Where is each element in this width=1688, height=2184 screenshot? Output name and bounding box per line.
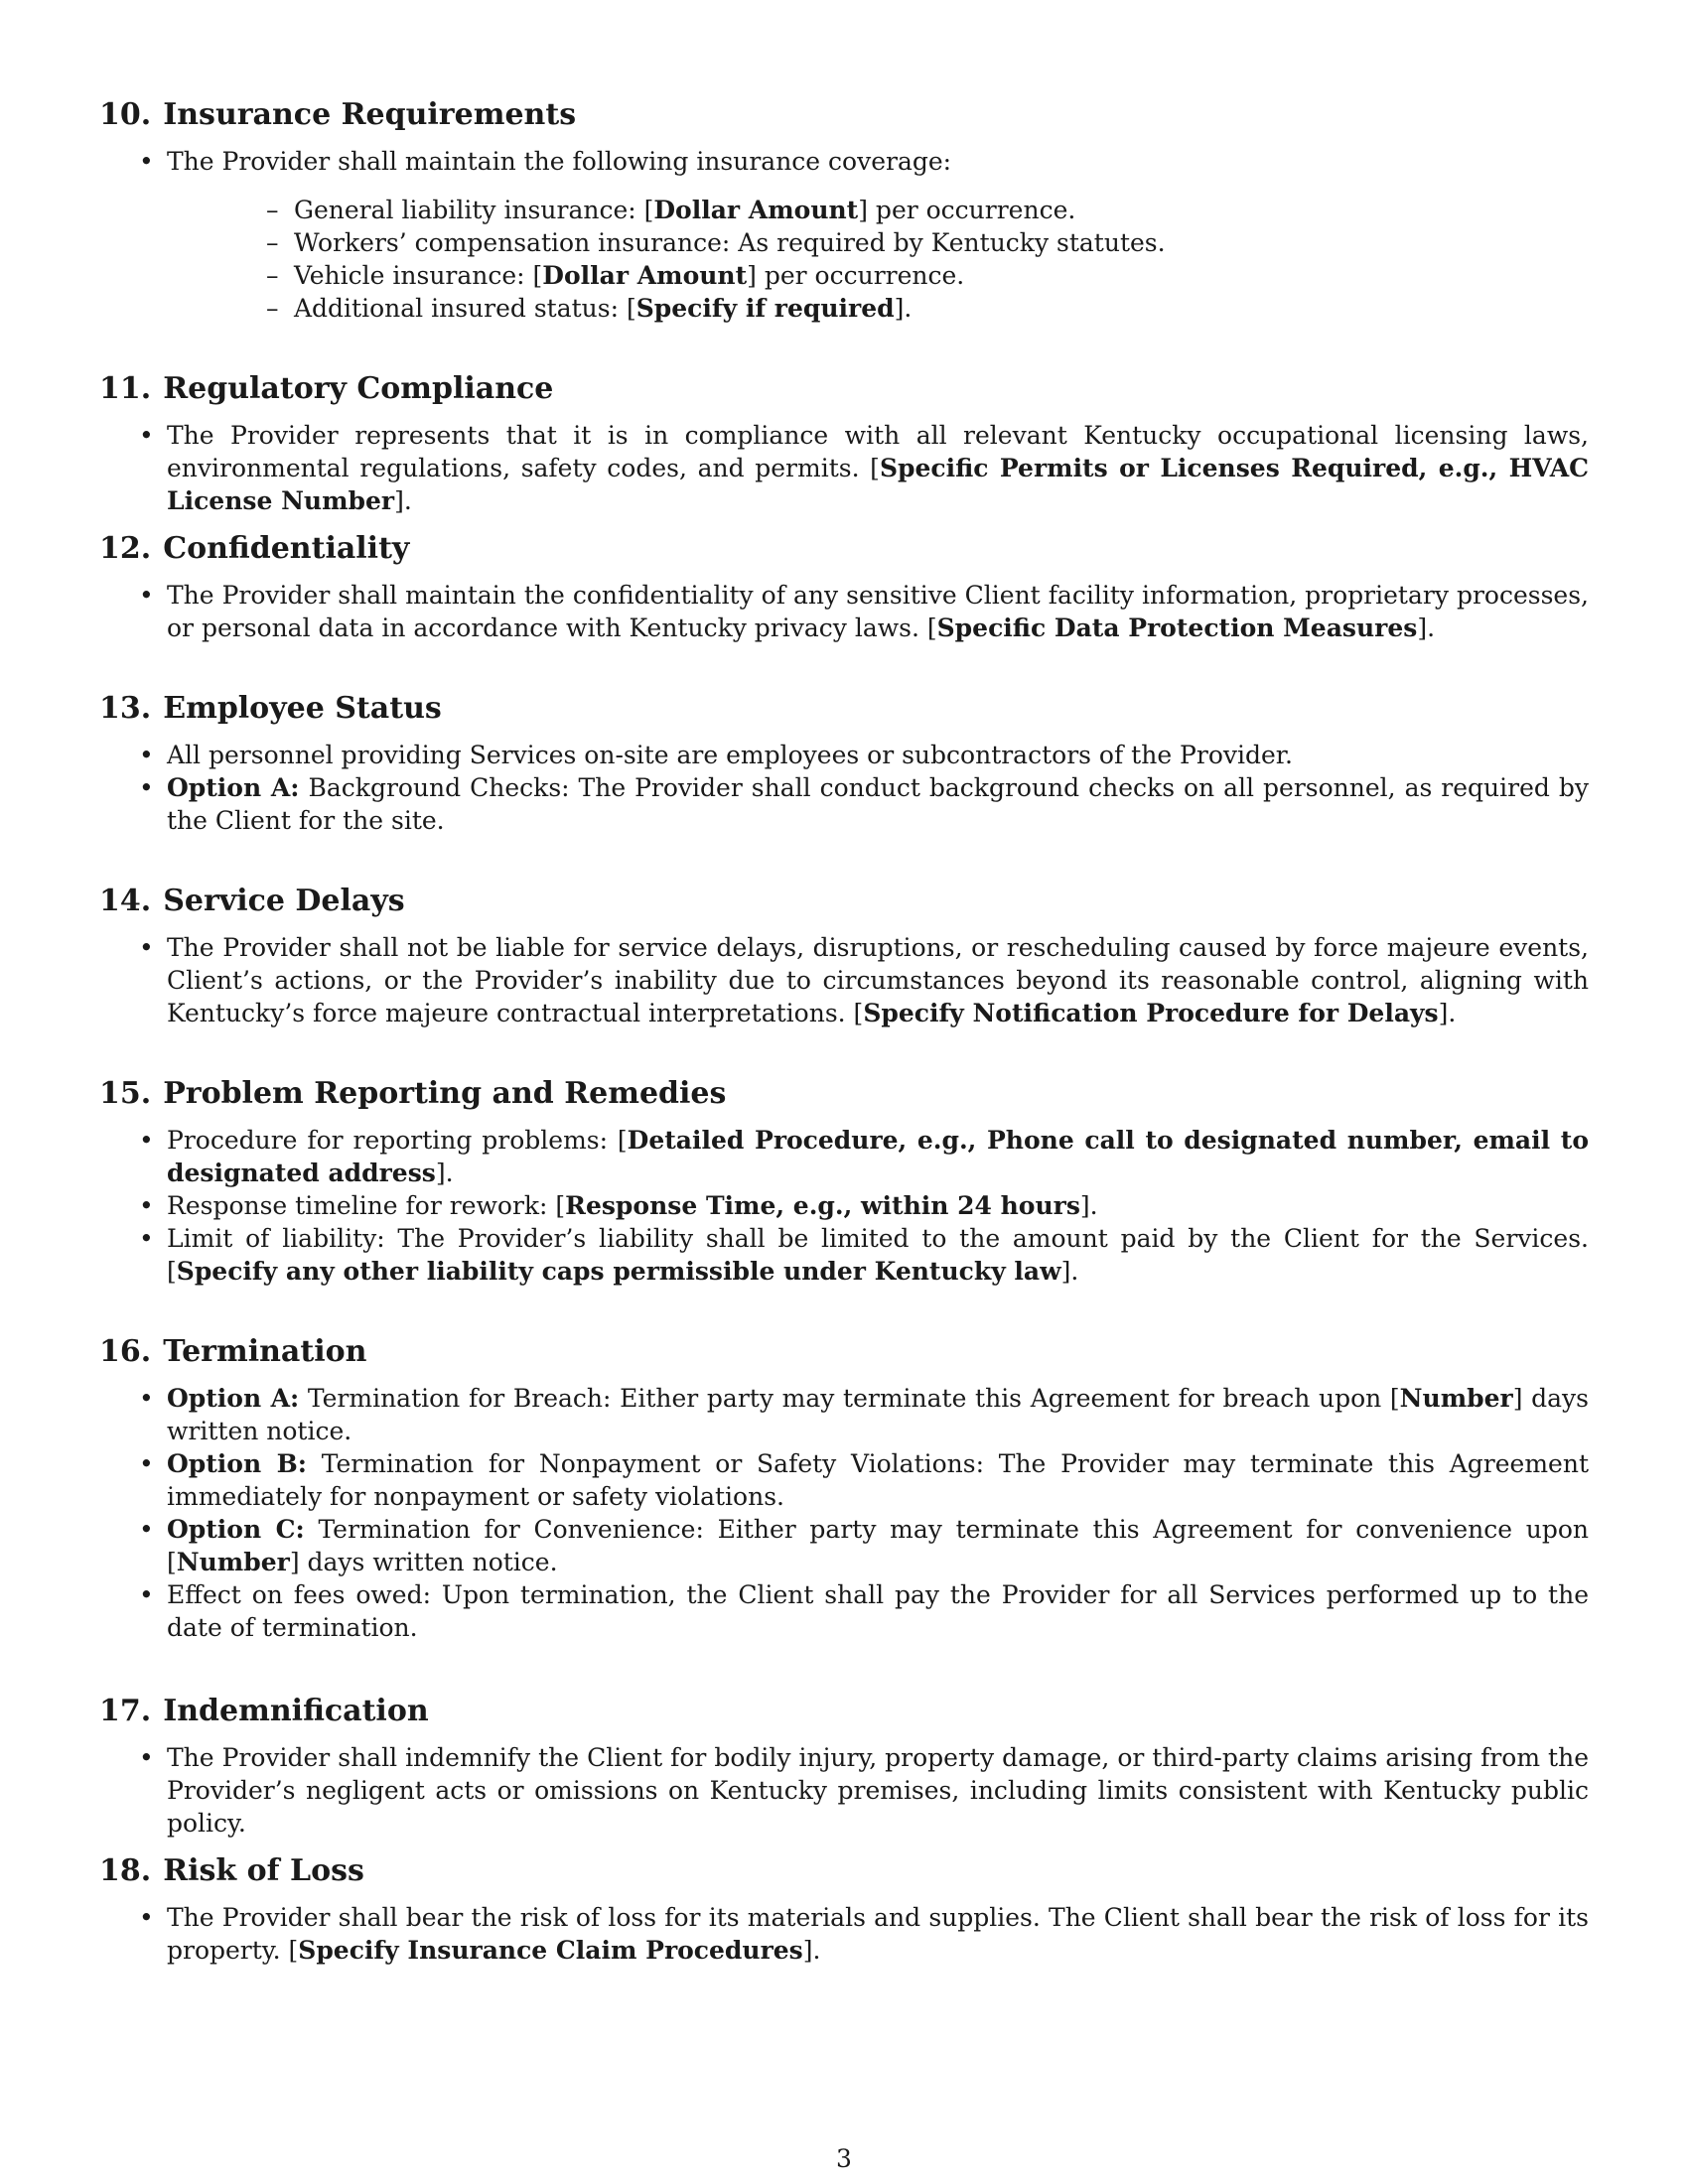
section-number: 14. bbox=[99, 884, 152, 918]
page-number: 3 bbox=[836, 2144, 852, 2173]
list-item: • The Provider represents that it is in compliance with all relevant Kentucky occupational licensing laws, environmental regulations, safety codes, and permits. [Specific Permits or Licenses Required, e.g., HVAC License Number]. bbox=[99, 419, 1589, 517]
list-item: • Effect on fees owed: Upon termination, the Client shall pay the Provider for all Services performed up to the date of termination. bbox=[99, 1578, 1589, 1644]
section-title: Regulatory Compliance bbox=[163, 371, 554, 406]
sub-list-item: – Vehicle insurance: [Dollar Amount] per occurrence. bbox=[167, 259, 1589, 292]
section-indemnification bbox=[99, 1692, 1589, 1840]
section-number: 11. bbox=[99, 371, 152, 406]
list-item: • The Provider shall bear the risk of loss for its materials and supplies. The Client shall bear the risk of loss for its property. [Specify Insurance Claim Procedures]. bbox=[99, 1901, 1589, 1967]
section-insurance-requirements bbox=[99, 95, 1589, 325]
section-number: 13. bbox=[99, 691, 152, 726]
list-item: • Option A: Termination for Breach: Either party may terminate this Agreement for breach upon [Number] days written notice. bbox=[99, 1382, 1589, 1447]
list-item: • Procedure for reporting problems: [Detailed Procedure, e.g., Phone call to designated number, email to designated address]. bbox=[99, 1124, 1589, 1189]
list-item bbox=[99, 145, 1589, 325]
section-heading bbox=[99, 1074, 1589, 1114]
section-title: Employee Status bbox=[163, 691, 442, 726]
bullet-list bbox=[99, 579, 1589, 644]
list-item: • All personnel providing Services on-site are employees or subcontractors of the Provider. bbox=[99, 739, 1589, 771]
section-heading bbox=[99, 1851, 1589, 1891]
list-item: • The Provider shall maintain the confidentiality of any sensitive Client facility information, proprietary processes, or personal data in accordance with Kentucky privacy laws. [Specific Data Protection Measures]. bbox=[99, 579, 1589, 644]
section-title: Risk of Loss bbox=[163, 1853, 364, 1888]
section-termination bbox=[99, 1332, 1589, 1644]
section-title: Insurance Requirements bbox=[163, 97, 577, 132]
section-title: Problem Reporting and Remedies bbox=[163, 1076, 727, 1111]
section-heading bbox=[99, 529, 1589, 569]
option-label: Option A: bbox=[167, 773, 300, 802]
sub-list bbox=[167, 194, 1589, 325]
document-page bbox=[99, 0, 1589, 2184]
list-item: • Option B: Termination for Nonpayment or Safety Violations: The Provider may terminate this Agreement immediately for nonpayment or safety violations. bbox=[99, 1447, 1589, 1513]
placeholder-field: Specific Data Protection Measures bbox=[936, 614, 1418, 642]
bullet-list bbox=[99, 739, 1589, 837]
bullet-list bbox=[99, 931, 1589, 1029]
section-service-delays bbox=[99, 882, 1589, 1029]
section-title: Termination bbox=[163, 1334, 367, 1369]
placeholder-field: Number bbox=[176, 1548, 290, 1576]
list-item: • The Provider shall not be liable for service delays, disruptions, or rescheduling caused by force majeure events, Client’s actions, or the Provider’s inability due to circumstances beyond its reasonable control, aligning with Kentucky’s force majeure contractual interpretations. [Specify Notification Procedure for Delays]. bbox=[99, 931, 1589, 1029]
section-title: Confidentiality bbox=[163, 531, 410, 566]
section-number: 18. bbox=[99, 1853, 152, 1888]
section-heading bbox=[99, 882, 1589, 921]
bullet-list bbox=[99, 1382, 1589, 1644]
section-number: 16. bbox=[99, 1334, 152, 1369]
section-regulatory-compliance bbox=[99, 369, 1589, 517]
list-item: • Option A: Background Checks: The Provider shall conduct background checks on all personnel, as required by the Client for the site. bbox=[99, 771, 1589, 837]
placeholder-field: Dollar Amount bbox=[653, 196, 859, 224]
section-heading bbox=[99, 95, 1589, 135]
item-text: The Provider shall maintain the following insurance coverage: bbox=[167, 147, 952, 176]
sub-list-item: – General liability insurance: [Dollar Amount] per occurrence. bbox=[167, 194, 1589, 226]
section-employee-status bbox=[99, 689, 1589, 837]
section-heading bbox=[99, 369, 1589, 409]
placeholder-field: Specify any other liability caps permissible under Kentucky law bbox=[176, 1257, 1061, 1286]
sub-list-item: – Additional insured status: [Specify if required]. bbox=[167, 292, 1589, 325]
option-label: Option C: bbox=[167, 1515, 305, 1544]
option-label: Option A: bbox=[167, 1384, 300, 1413]
option-label: Option B: bbox=[167, 1449, 308, 1478]
section-number: 10. bbox=[99, 97, 152, 132]
section-number: 17. bbox=[99, 1694, 152, 1728]
placeholder-field: Response Time, e.g., within 24 hours bbox=[565, 1191, 1080, 1220]
placeholder-field: Specify if required bbox=[635, 294, 895, 323]
section-heading bbox=[99, 689, 1589, 729]
section-title: Indemnification bbox=[163, 1694, 429, 1728]
section-confidentiality bbox=[99, 529, 1589, 644]
placeholder-field: Specify Insurance Claim Procedures bbox=[298, 1936, 803, 1965]
list-item: • Option C: Termination for Convenience: Either party may terminate this Agreement for convenience upon [Number] days written notice. bbox=[99, 1513, 1589, 1578]
bullet-list bbox=[99, 419, 1589, 517]
sub-list-item: – Workers’ compensation insurance: As required by Kentucky statutes. bbox=[167, 226, 1589, 259]
list-item: • Limit of liability: The Provider’s liability shall be limited to the amount paid by the Client for the Services. [Specify any other liability caps permissible under Kentucky law]. bbox=[99, 1222, 1589, 1288]
list-item: • Response timeline for rework: [Response Time, e.g., within 24 hours]. bbox=[99, 1189, 1589, 1222]
bullet-list bbox=[99, 145, 1589, 325]
section-heading bbox=[99, 1332, 1589, 1372]
section-number: 12. bbox=[99, 531, 152, 566]
placeholder-field: Specific Permits or Licenses Required, e.g., HVAC License Number bbox=[167, 454, 1589, 515]
placeholder-field: Specify Notification Procedure for Delays bbox=[863, 999, 1439, 1027]
section-title: Service Delays bbox=[163, 884, 405, 918]
section-heading bbox=[99, 1692, 1589, 1731]
placeholder-field: Number bbox=[1399, 1384, 1513, 1413]
bullet-list bbox=[99, 1124, 1589, 1288]
section-risk-of-loss bbox=[99, 1851, 1589, 1967]
placeholder-field: Dollar Amount bbox=[542, 261, 748, 290]
bullet-list bbox=[99, 1901, 1589, 1967]
section-problem-reporting bbox=[99, 1074, 1589, 1288]
bullet-list bbox=[99, 1741, 1589, 1840]
list-item: • The Provider shall indemnify the Client for bodily injury, property damage, or third-party claims arising from the Provider’s negligent acts or omissions on Kentucky premises, including limits consistent with Kentucky public policy. bbox=[99, 1741, 1589, 1840]
placeholder-field: Detailed Procedure, e.g., Phone call to designated number, email to designated address bbox=[167, 1126, 1589, 1187]
section-number: 15. bbox=[99, 1076, 152, 1111]
